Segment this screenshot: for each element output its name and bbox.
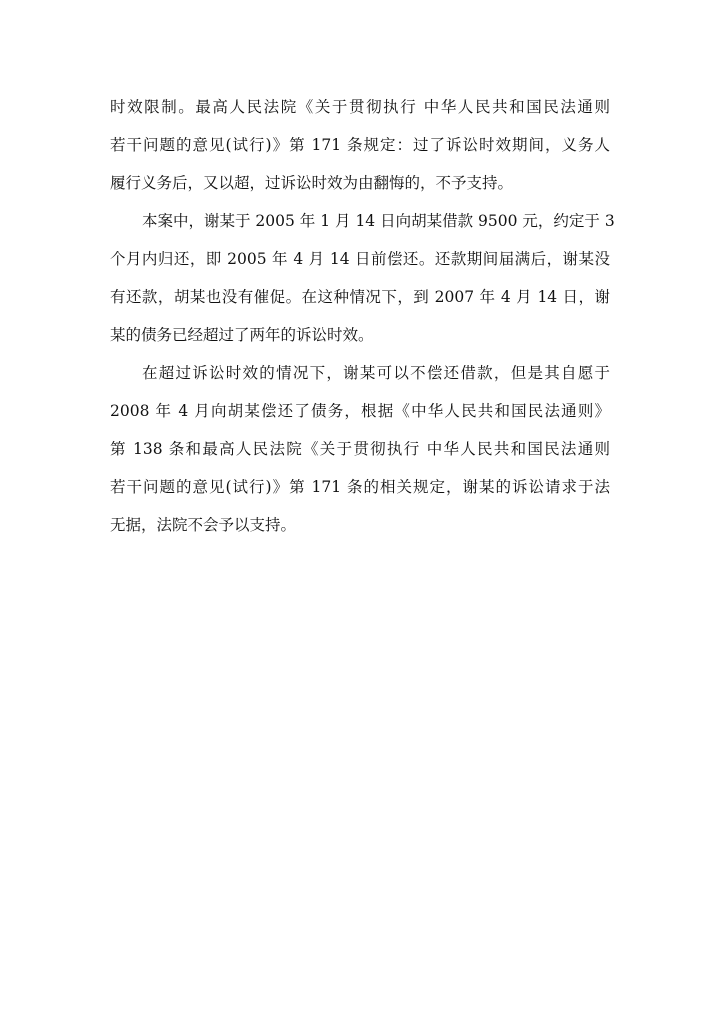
paragraph-2-line-3: 有还款，胡某也没有催促。在这种情况下，到 2007 年 4 月 14 日，谢	[110, 288, 610, 306]
paragraph-3	[110, 354, 610, 544]
paragraph-2	[110, 202, 615, 354]
paragraph-2-line-4: 某的债务已经超过了两年的诉讼时效。	[110, 326, 374, 344]
paragraph-1-line-1: 时效限制。最高人民法院《关于贯彻执行 中华人民共和国民法通则	[110, 98, 610, 116]
document-body	[110, 88, 615, 544]
paragraph-3-line-4: 若干问题的意见(试行)》第 171 条的相关规定，谢某的诉讼请求于法	[110, 478, 610, 496]
paragraph-3-line-1: 在超过诉讼时效的情况下，谢某可以不偿还借款，但是其自愿于	[142, 364, 610, 382]
paragraph-2-line-1: 本案中，谢某于 2005 年 1 月 14 日向胡某借款 9500 元，约定于 3	[142, 212, 615, 230]
paragraph-3-line-5: 无据，法院不会予以支持。	[110, 516, 297, 534]
paragraph-1	[110, 88, 610, 202]
paragraph-3-line-3: 第 138 条和最高人民法院《关于贯彻执行 中华人民共和国民法通则	[110, 440, 610, 458]
paragraph-3-line-2: 2008 年 4 月向胡某偿还了债务，根据《中华人民共和国民法通则》	[110, 402, 610, 420]
paragraph-1-line-3: 履行义务后，又以超，过诉讼时效为由翻悔的，不予支持。	[110, 174, 514, 192]
paragraph-2-line-2: 个月内归还，即 2005 年 4 月 14 日前偿还。还款期间届满后，谢某没	[110, 250, 610, 268]
paragraph-1-line-2: 若干问题的意见(试行)》第 171 条规定：过了诉讼时效期间，义务人	[110, 136, 610, 154]
